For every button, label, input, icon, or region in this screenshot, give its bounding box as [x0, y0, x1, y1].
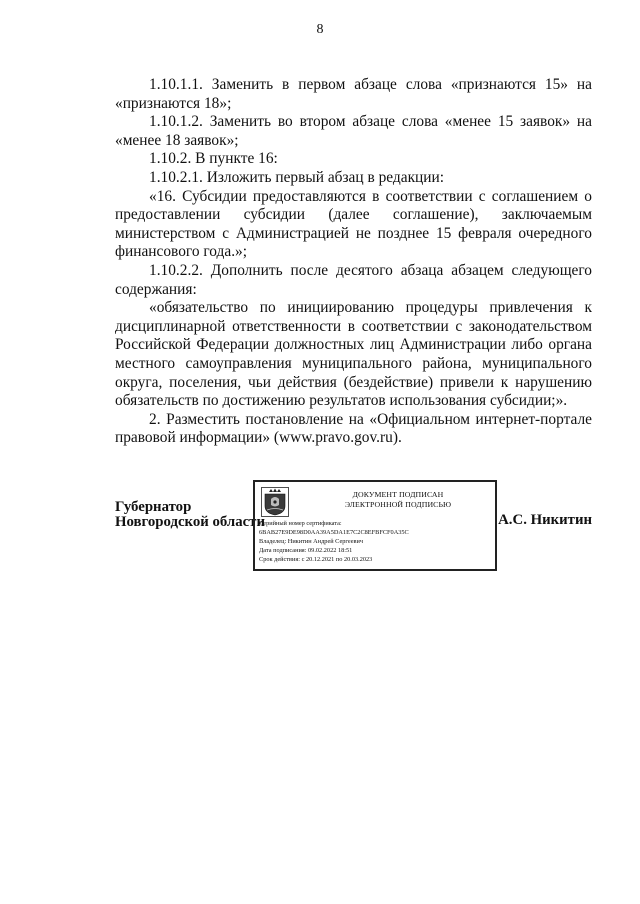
paragraph-1-10-2-2: 1.10.2.2. Дополнить после десятого абзаца абзацем следующего содержания:	[115, 261, 592, 298]
stamp-cert-label: Серийный номер сертификата:	[259, 520, 342, 527]
signatory-title-line1: Губернатор	[115, 499, 192, 515]
electronic-signature-stamp	[253, 480, 497, 571]
signatory-title-line2: Новгородской области	[115, 514, 265, 530]
stamp-heading-line1: ДОКУМЕНТ ПОДПИСАН	[352, 490, 444, 499]
page-number: 8	[316, 22, 324, 37]
paragraph-1-10-1-1: 1.10.1.1. Заменить в первом абзаце слова «признаются 15» на «признаются 18»;	[115, 76, 592, 112]
paragraph-2-publish: 2. Разместить постановление на «Официальном интернет-портале правовой информации» (www.pravo.gov.ru).	[115, 410, 592, 447]
paragraph-1-10-2-1: 1.10.2.1. Изложить первый абзац в редакции:	[149, 168, 445, 186]
stamp-heading	[305, 490, 491, 510]
stamp-heading-line2: ЭЛЕКТРОННОЙ ПОДПИСЬЮ	[344, 500, 452, 509]
signatory-name: А.С. Никитин	[498, 512, 592, 528]
stamp-validity: Срок действия: с 20.12.2021 по 20.03.2023	[259, 556, 373, 563]
paragraph-1-10-2: 1.10.2. В пункте 16:	[149, 150, 278, 168]
stamp-details	[259, 519, 409, 564]
document-body	[115, 76, 592, 448]
paragraph-obligation: «обязательство по инициированию процедуры привлечения к дисциплинарной ответственности в соответствии с законодательством Российской Федерации должностных лиц Администрации либо органа местного самоуправления муниципального района, муниципального округа, поселения, чьи действия (бездействие) привели к нарушению обязательств по достижению результатов использования субсидии;».	[115, 299, 592, 410]
stamp-owner: Владелец: Никитин Андрей Сергеевич	[259, 538, 364, 545]
stamp-signed-date: Дата подписания: 09.02.2022 18:51	[259, 547, 353, 554]
novgorod-coat-of-arms-icon	[261, 487, 289, 517]
paragraph-1-10-1-2: 1.10.1.2. Заменить во втором абзаце слова «менее 15 заявок» на «менее 18 заявок»;	[115, 113, 592, 149]
stamp-cert-number: 6BAB27E9DE98D0AA39A5DA1E7C2C8EFBFCF0A35C	[259, 529, 409, 536]
signatory-title	[115, 500, 265, 530]
paragraph-clause-16: «16. Субсидии предоставляются в соответствии с соглашением о предоставлении субсидии (далее соглашение), заключаемым министерством с Администрацией не позднее 15 февраля очередного финансового года.»;	[115, 187, 592, 261]
signature-block	[115, 480, 592, 575]
